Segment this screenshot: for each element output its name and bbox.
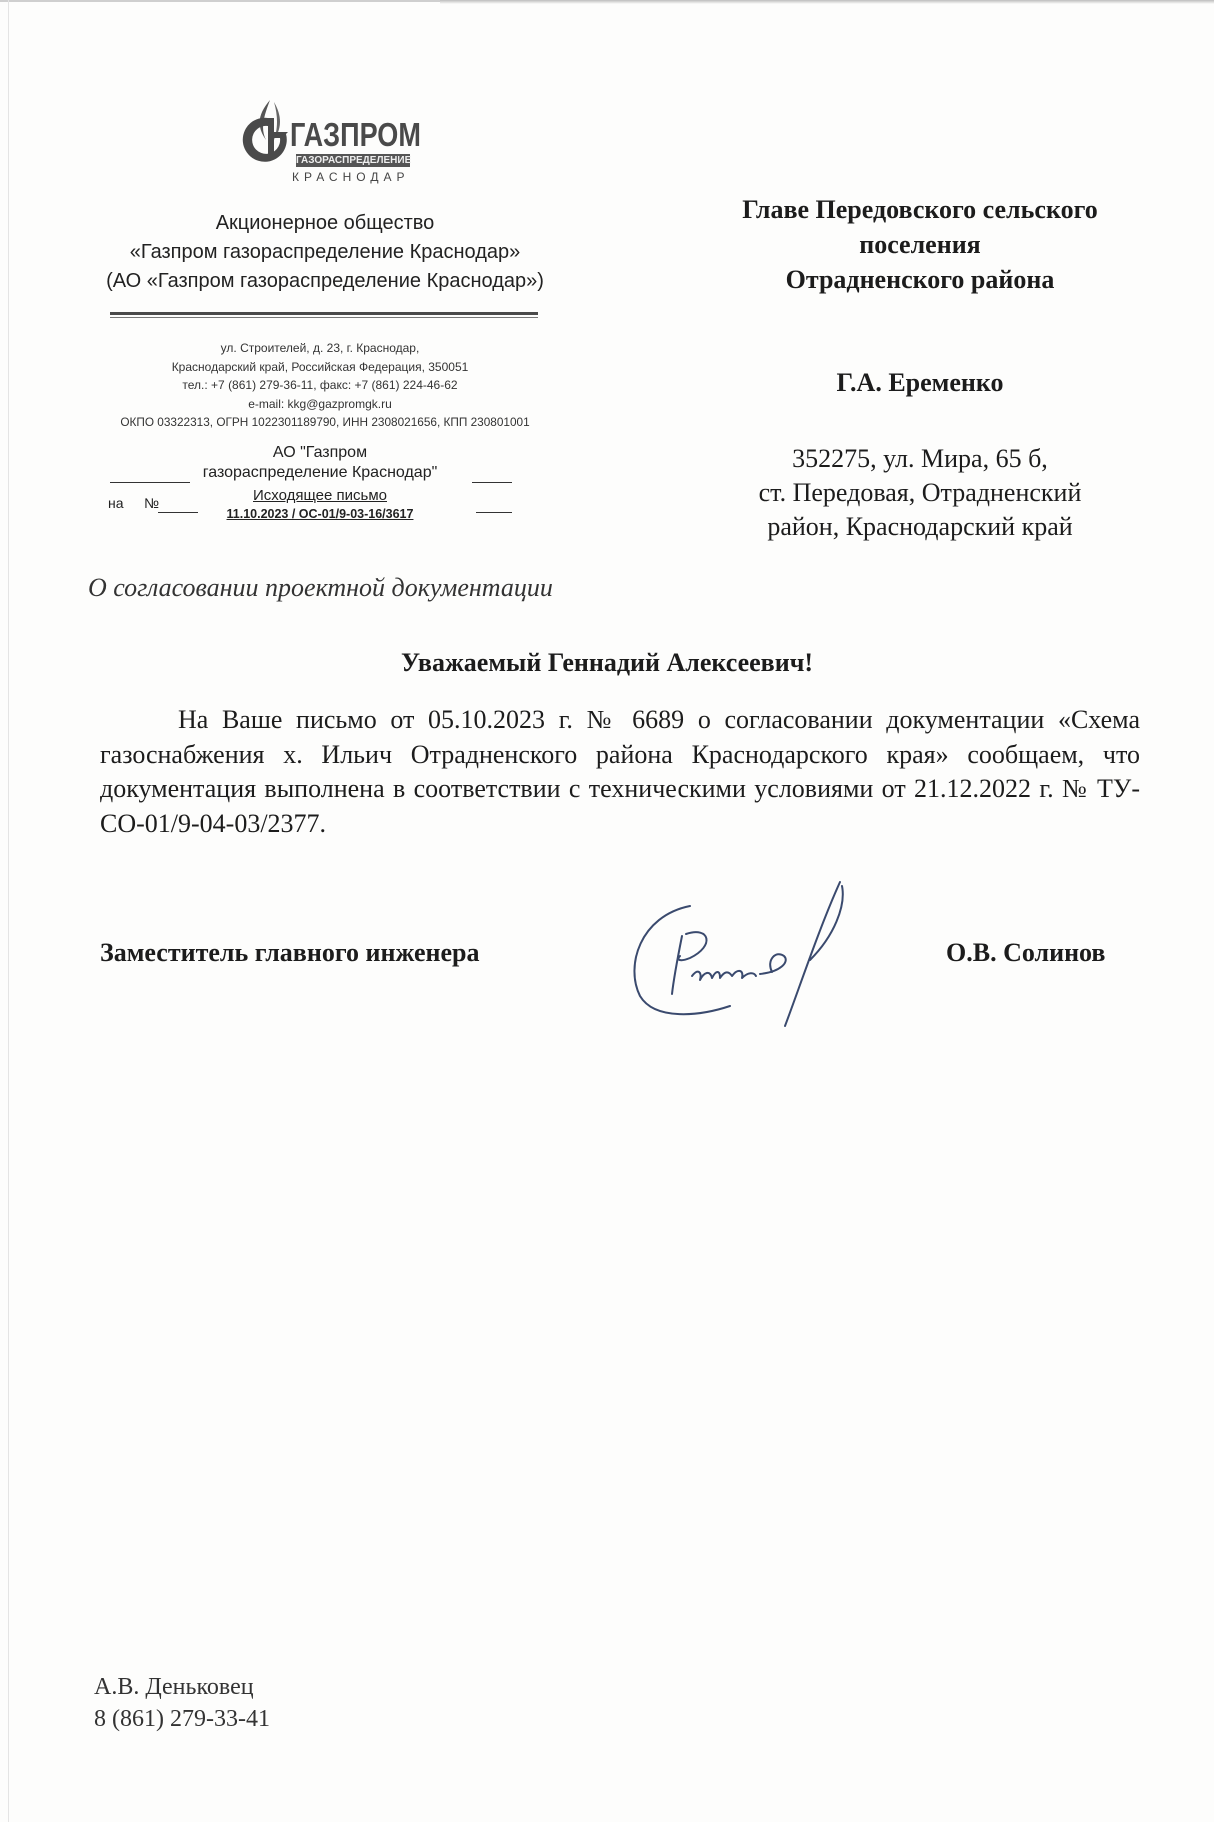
handwritten-signature	[620, 876, 860, 1036]
letterhead-divider	[110, 312, 538, 315]
signatory-title: Заместитель главного инженера	[100, 938, 480, 967]
logo-band: ГАЗОРАСПРЕДЕЛЕНИЕ	[296, 155, 412, 166]
signatory-name: О.В. Солинов	[946, 938, 1106, 967]
executor-phone: 8 (861) 279-33-41	[94, 1706, 270, 1732]
logo-city: КРАСНОДАР	[292, 170, 410, 184]
contact-address-1: ул. Строителей, д. 23, г. Краснодар,	[220, 341, 420, 355]
stamp-underline	[472, 482, 512, 483]
stamp-na-label: на	[108, 495, 124, 511]
stamp-underline	[110, 482, 190, 483]
contact-email: e-mail: kkg@gazpromgk.ru	[248, 396, 392, 411]
addressee-line-1: Главе Передовского сельского	[742, 195, 1098, 224]
org-line-1: Акционерное общество	[215, 212, 435, 234]
stamp-line-3: Исходящее письмо	[253, 487, 387, 504]
org-line-2: «Газпром газораспределение Краснодар»	[129, 241, 521, 263]
stamp-line-2: газораспределение Краснодар"	[202, 464, 438, 481]
address-line-3: район, Краснодарский край	[767, 512, 1073, 541]
outgoing-letter-stamp	[100, 440, 540, 530]
org-line-3: (АО «Газпром газораспределение Краснодар»)	[106, 270, 544, 292]
addressee-address	[690, 442, 1150, 544]
contact-requisites: ОКПО 03322313, ОГРН 1022301189790, ИНН 2308021656, КПП 230801001	[120, 415, 530, 429]
addressee-line-3: Отрадненского района	[785, 265, 1055, 294]
stamp-no-label: №	[144, 495, 160, 511]
addressee-line-2: поселения	[859, 230, 981, 259]
addressee-name: Г.А. Еременко	[836, 368, 1004, 397]
executor-name: А.В. Деньковец	[94, 1674, 254, 1700]
letterhead-contacts	[100, 339, 540, 432]
scan-shadow	[440, 0, 1214, 4]
gazprom-logo	[236, 94, 421, 186]
contact-phones: тел.: +7 (861) 279-36-11, факс: +7 (861) 224-46-62	[182, 378, 458, 392]
addressee-position	[690, 192, 1150, 297]
letterhead-divider-thin	[110, 317, 538, 318]
address-line-2: ст. Передовая, Отрадненский	[758, 478, 1082, 507]
letter-body: На Ваше письмо от 05.10.2023 г. № 6689 о согласовании документации «Схема газоснабжения х. Ильич Отрадненского района Краснодарского края» сообщаем, что документация выполнена в соответствии с техническими условиями от 21.12.2022 г. № ТУ-СО-01/9-04-03/2377.	[100, 705, 1140, 838]
organization-name	[88, 209, 562, 296]
stamp-line-4: 11.10.2023 / ОС-01/9-03-16/3617	[226, 507, 414, 521]
contact-address-2: Краснодарский край, Российская Федерация, 350051	[171, 359, 469, 374]
stamp-line-1: АО "Газпром	[272, 444, 368, 461]
page-left-edge	[8, 0, 9, 1822]
address-line-1: 352275, ул. Мира, 65 б,	[792, 444, 1048, 473]
salutation: Уважаемый Геннадий Алексеевич!	[400, 648, 814, 677]
letter-subject: О согласовании проектной документации	[88, 573, 553, 602]
logo-word: ГАЗПРОМ	[290, 116, 421, 153]
